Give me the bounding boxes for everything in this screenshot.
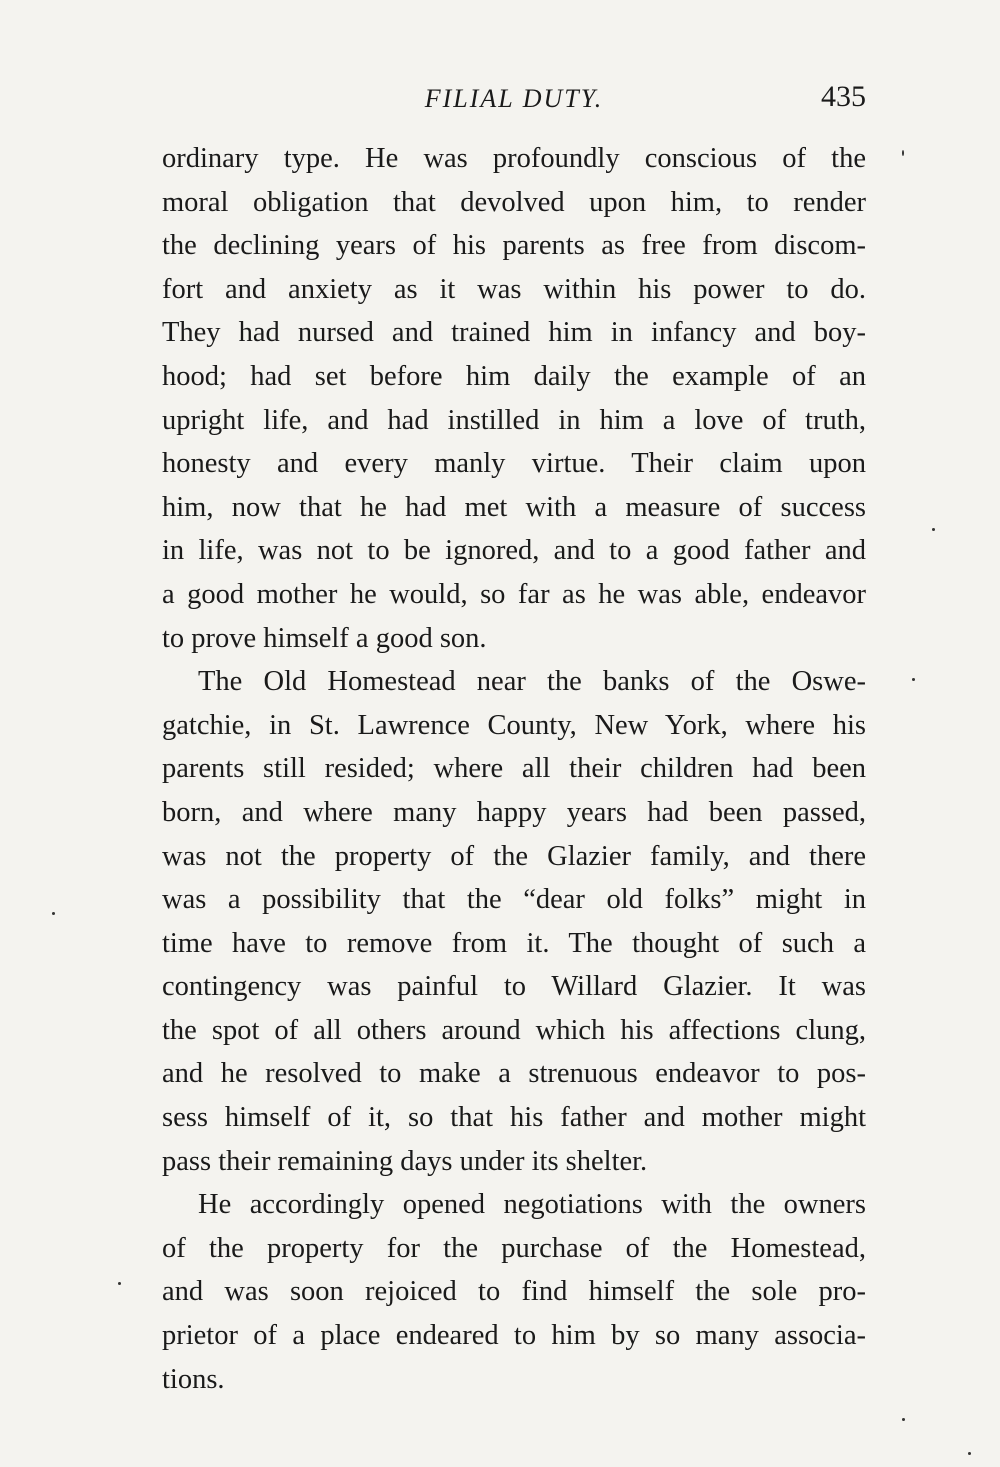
text-line: He accordingly opened negotiations with the owners [198,1189,866,1221]
text-line: and was soon rejoiced to find himself the sole pro- [162,1276,866,1308]
text-line: in life, was not to be ignored, and to a good father and [162,535,866,567]
text-line: prietor of a place endeared to him by so many associa- [162,1320,866,1352]
text-line: was not the property of the Glazier family, and there [162,840,866,872]
text-line: born, and where many happy years had been passed, [162,796,866,828]
text-line: They had nursed and trained him in infancy and boy- [162,317,866,349]
text-line: time have to remove from it. The thought of such a [162,927,866,959]
page-number: 435 [821,80,866,113]
text-line: The Old Homestead near the banks of the Oswe- [198,666,866,698]
text-line: tions. [162,1363,225,1395]
scan-speck [912,678,915,681]
text-line: parents still resided; where all their children had been [162,753,866,785]
text-line: him, now that he had met with a measure of success [162,491,866,523]
running-head [162,80,866,120]
text-line: to prove himself a good son. [162,622,487,654]
text-line: fort and anxiety as it was within his power to do. [162,273,866,305]
scan-speck [902,1418,905,1421]
text-line: a good mother he would, so far as he was able, endeavor [162,578,866,610]
text-line: hood; had set before him daily the example of an [162,360,866,392]
text-line: the spot of all others around which his affections clung, [162,1014,866,1046]
text-line: moral obligation that devolved upon him, to render [162,186,866,218]
scan-speck [52,912,55,915]
text-line: and he resolved to make a strenuous endeavor to pos- [162,1058,866,1090]
text-line: was a possibility that the “dear old folks” might in [162,884,866,916]
text-line: of the property for the purchase of the Homestead, [162,1232,866,1264]
scan-speck [932,528,935,531]
text-line: sess himself of it, so that his father and mother might [162,1102,866,1134]
text-line: upright life, and had instilled in him a love of truth, [162,404,866,436]
scan-speck [118,1282,121,1285]
text-line: honesty and every manly virtue. Their claim upon [162,448,866,480]
text-line: the declining years of his parents as free from discom- [162,230,866,262]
text-line: contingency was painful to Willard Glazier. It was [162,971,866,1003]
scan-speck [968,1452,971,1455]
running-title: FILIAL DUTY. [424,84,604,113]
scan-speck [902,150,904,156]
text-line: pass their remaining days under its shelter. [162,1145,648,1177]
text-line: ordinary type. He was profoundly conscious of the [162,143,866,174]
body-text [162,137,866,1401]
text-line: gatchie, in St. Lawrence County, New York, where his [162,709,866,741]
